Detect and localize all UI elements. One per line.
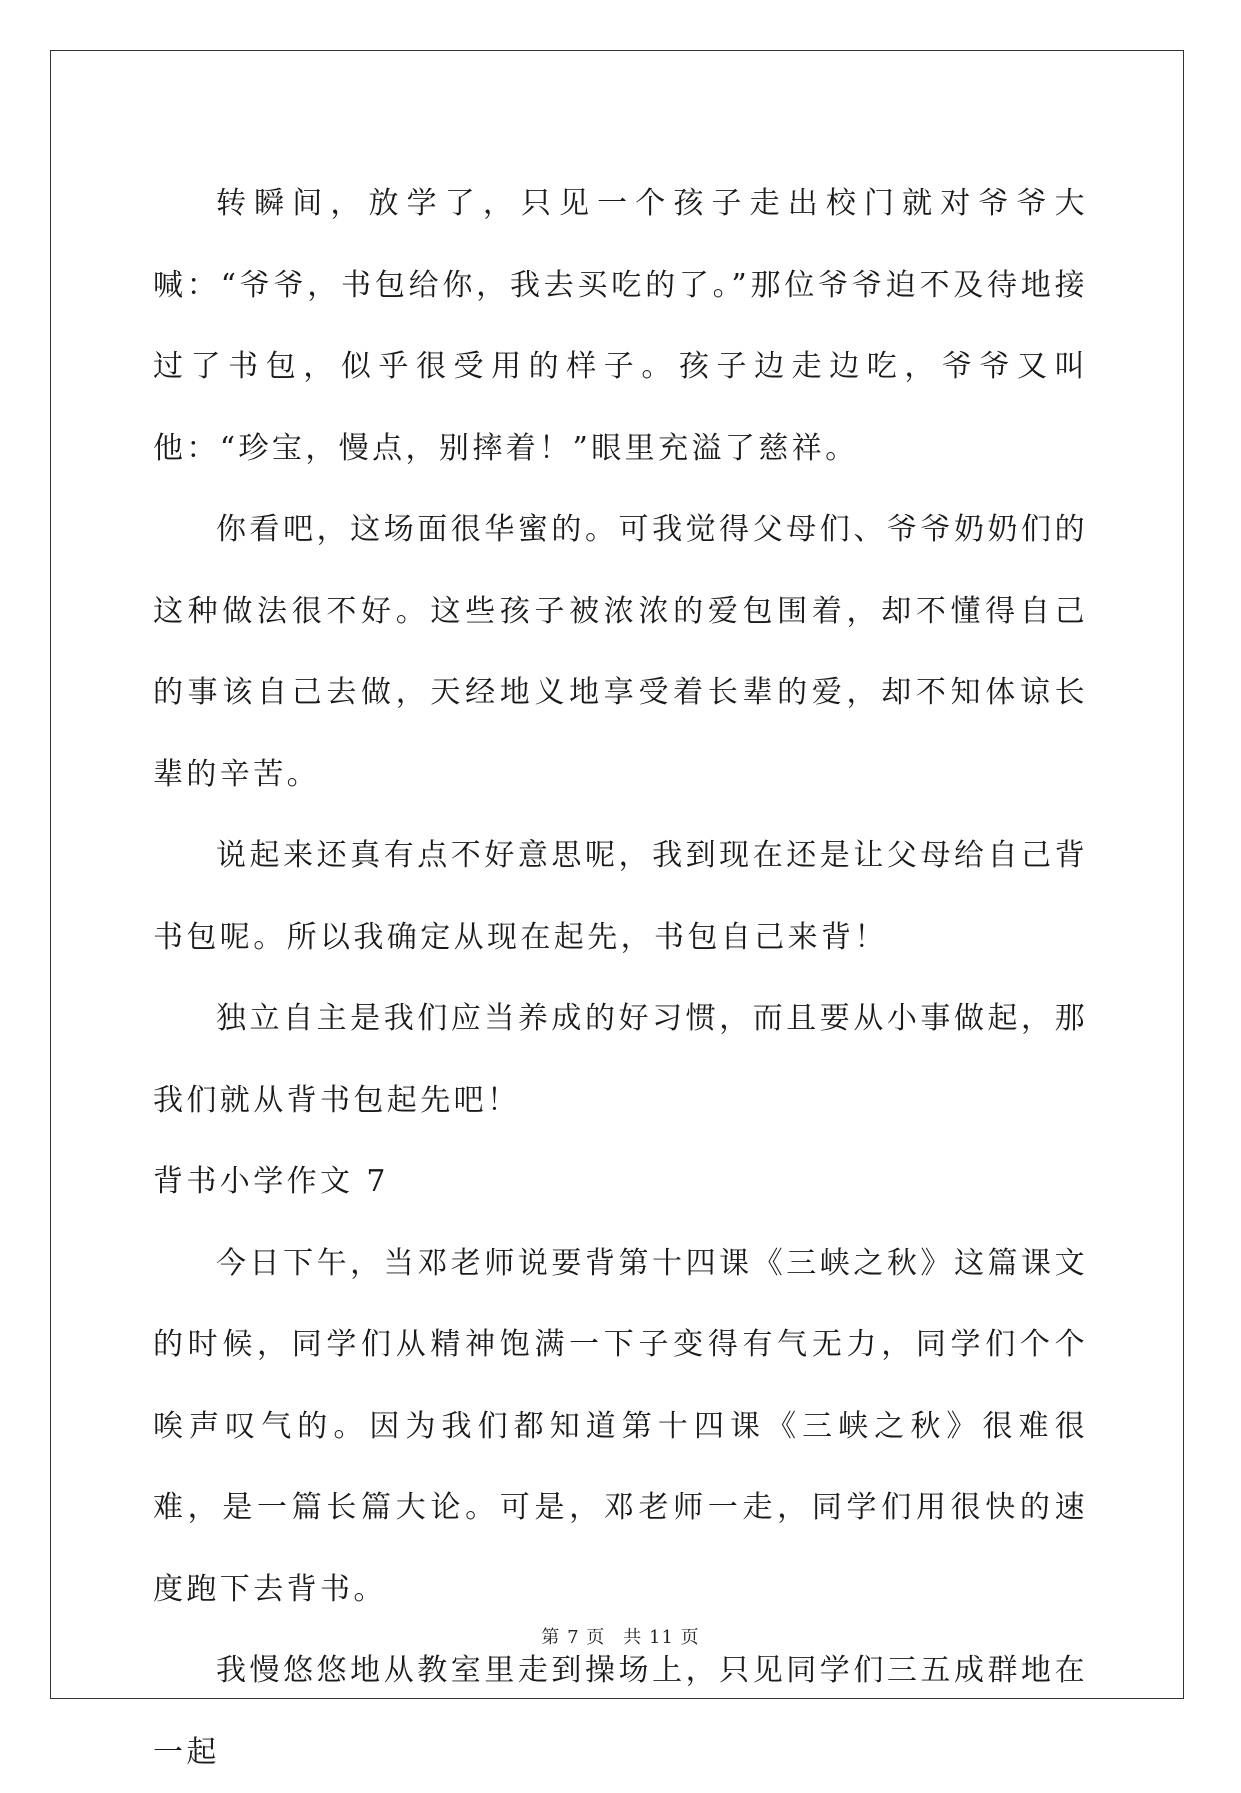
paragraph: 说起来还真有点不好意思呢，我到现在还是让父母给自己背书包呢。所以我确定从现在起先，书包自己来背！ <box>153 838 1088 955</box>
section-heading: 背书小学作文 7 <box>153 1164 389 1199</box>
paragraph: 转瞬间，放学了，只见一个孩子走出校门就对爷爷大喊：“爷爷，书包给你，我去买吃的了。”那位爷爷迫不及待地接过了书包，似乎很受用的样子。孩子边走边吃，爷爷又叫他：“珍宝，慢点，别摔着！”眼里充溢了慈祥。 <box>153 186 1088 466</box>
paragraph: 我慢悠悠地从教室里走到操场上，只见同学们三五成群地在一起 <box>153 1653 1088 1770</box>
page-footer <box>0 1623 1241 1649</box>
document-body <box>153 163 1088 1793</box>
paragraph: 今日下午，当邓老师说要背第十四课《三峡之秋》这篇课文的时候，同学们从精神饱满一下子变得有气无力，同学们个个唉声叹气的。因为我们都知道第十四课《三峡之秋》很难很难，是一篇长篇大论。可是，邓老师一走，同学们用很快的速度跑下去背书。 <box>153 1245 1088 1607</box>
paragraph: 独立自主是我们应当养成的好习惯，而且要从小事做起，那我们就从背书包起先吧！ <box>153 1001 1088 1118</box>
page-total: 共 11 页 <box>623 1627 700 1648</box>
page-number: 第 7 页 <box>541 1627 606 1648</box>
paragraph: 你看吧，这场面很华蜜的。可我觉得父母们、爷爷奶奶们的这种做法很不好。这些孩子被浓浓的爱包围着，却不懂得自己的事该自己去做，天经地义地享受着长辈的爱，却不知体谅长辈的辛苦。 <box>153 512 1088 792</box>
